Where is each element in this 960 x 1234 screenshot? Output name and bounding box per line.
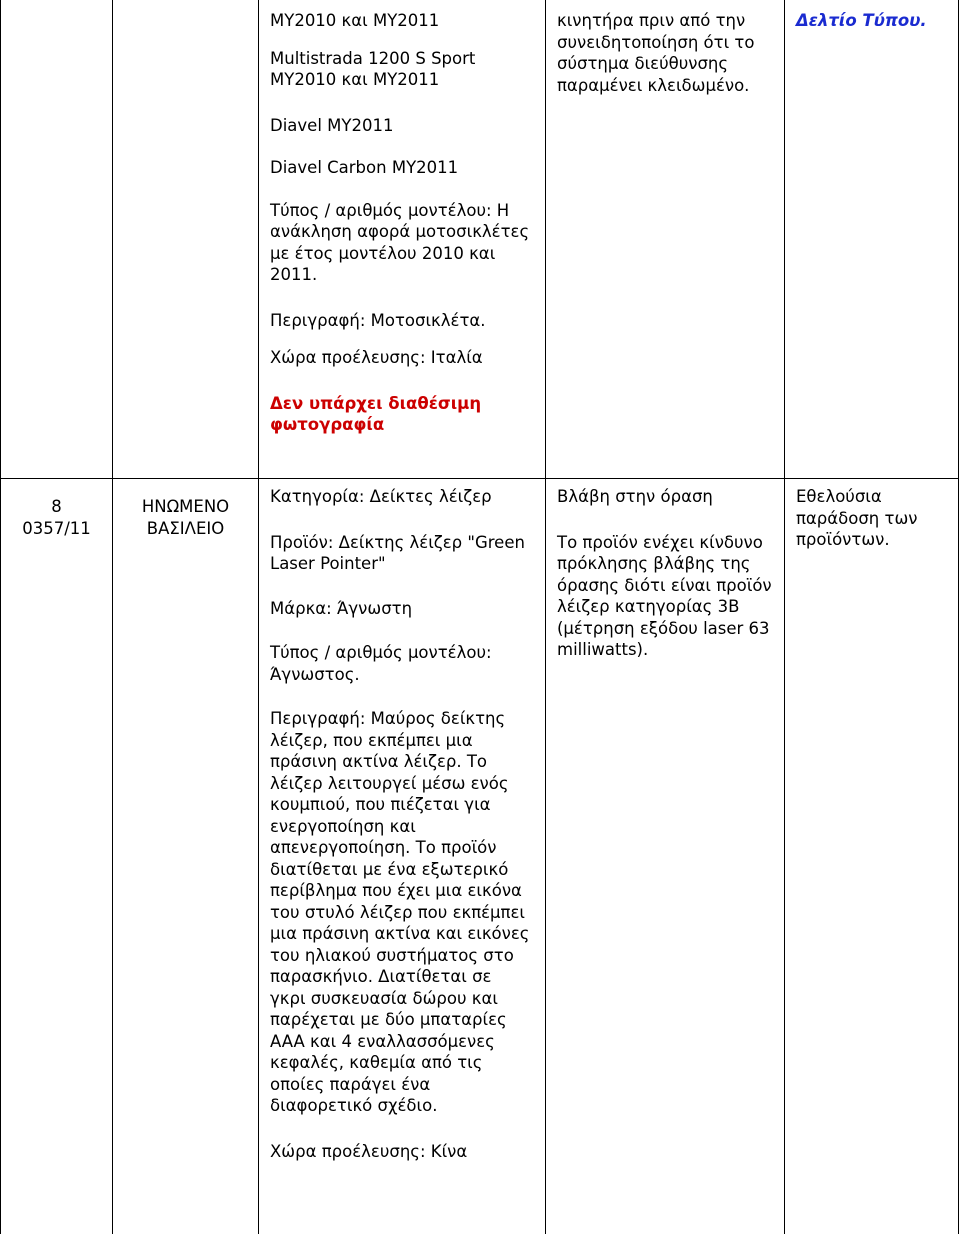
risk-text: κινητήρα πριν από την συνειδητοποίηση ότι το σύστημα διεύθυνσης παραμένει κλειδωμένο. — [557, 11, 755, 95]
risk-text: Το προϊόν ενέχει κίνδυνο πρόκλησης βλάβης της όρασης διότι είναι προϊόν λέιζερ κατηγορίας 3B (μέτρηση εξόδου laser 63 milliwatts). — [557, 532, 772, 659]
risk-cell — [557, 10, 777, 96]
row-number: 8 — [51, 497, 62, 516]
product-text: Προϊόν: Δείκτης λέιζερ "Green Laser Pointer" — [270, 532, 525, 573]
notifying-country: ΗΝΩΜΕΝΟ ΒΑΣΙΛΕΙΟ — [141, 497, 230, 538]
description-text: Περιγραφή: Μαύρος δείκτης λέιζερ, που εκπέμπει μια πράσινη ακτίνα λέιζερ. Το λέιζερ λειτουργεί μέσω ενός κουμπιού, που πιέζεται για ενεργοποίηση και απενεργοποίηση. Το προϊόν διατίθεται με ένα εξωτερικό περίβλημα που έχει μια εικόνα του στυλό λέιζερ που εκπέμπει μια πράσινη ακτίνα και εικόνες του ηλιακού συστήματος στο παρασκήνιο. Διατίθεται σε γκρι συσκευασία δώρου και παρέχεται με δύο μπαταρίες AAA και 4 εναλλασσόμενες κεφαλές, καθεμία από τις οποίες παράγει ένα διαφορετικό σχέδιο. — [270, 709, 530, 1115]
product-description-cell — [270, 10, 540, 436]
measures-text: Εθελούσια παράδοση των προϊόντων. — [796, 487, 918, 549]
row-divider — [0, 478, 959, 479]
model-type-text: Τύπος / αριθμός μοντέλου: Άγνωστος. — [270, 643, 492, 684]
product-description-cell — [270, 486, 542, 1162]
column-divider — [545, 0, 546, 1234]
model-year-line: MY2010 και MY2011 — [270, 11, 440, 30]
table-border-right — [958, 0, 959, 1234]
description-text: Περιγραφή: Μοτοσικλέτα. — [270, 310, 486, 330]
risk-cell — [557, 486, 782, 661]
no-photo-notice: Δεν υπάρχει διαθέσιμη φωτογραφία — [270, 393, 482, 434]
model-type-text: Τύπος / αριθμός μοντέλου: Η ανάκληση αφορά μοτοσικλέτες με έτος μοντέλου 2010 και 2011. — [270, 200, 530, 284]
origin-text: Χώρα προέλευσης: Ιταλία — [270, 348, 483, 367]
column-divider — [258, 0, 259, 1234]
category-text: Κατηγορία: Δείκτες λέιζερ — [270, 487, 492, 506]
measures-cell — [796, 486, 956, 551]
column-divider — [784, 0, 785, 1234]
model-line: Diavel Carbon MY2011 — [270, 158, 459, 177]
country-cell — [113, 496, 258, 539]
model-line: Multistrada 1200 S Sport MY2010 και MY2011 — [270, 48, 476, 89]
column-divider — [112, 0, 113, 1234]
row-number-cell — [1, 496, 112, 539]
origin-text: Χώρα προέλευσης: Κίνα — [270, 1141, 468, 1161]
reference-number: 0357/11 — [22, 518, 91, 538]
measures-cell — [796, 10, 956, 32]
brand-text: Μάρκα: Άγνωστη — [270, 598, 413, 618]
table-border-left — [0, 0, 1, 1234]
risk-title: Βλάβη στην όραση — [557, 487, 713, 506]
press-release-label: Δελτίο Τύπου. — [796, 11, 927, 30]
model-line: Diavel MY2011 — [270, 115, 394, 135]
